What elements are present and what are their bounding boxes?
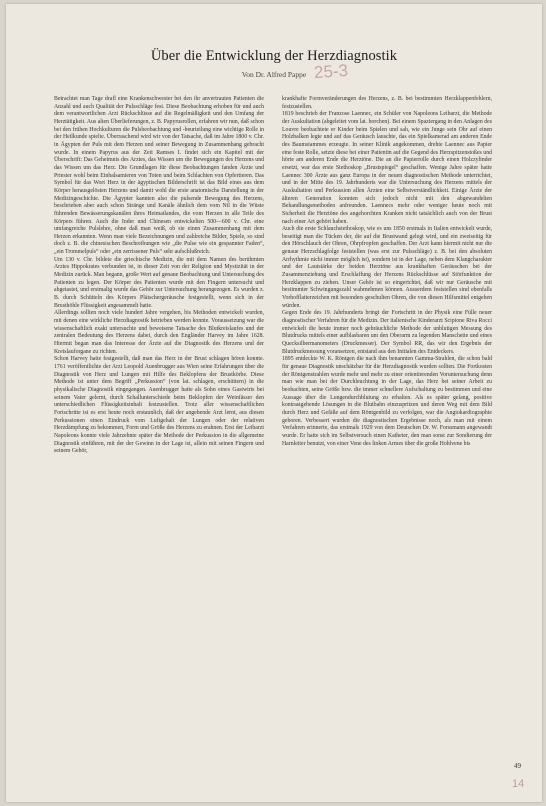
article-byline: Von Dr. Alfred Pappe [241,70,307,79]
page-number: 49 [514,762,521,770]
paragraph: Schon Harvey hatte festgestellt, daß man das Herz in der Brust schlagen hören konnte. 1761 veröffentlichte der Arzt Leopold Auenbrugger aus Wien seine Erfahrungen über die Diagnostik von Herz und Lungen mit Hilfe des Beklopfens der Brustkörbe. Diese Methode ist unter dem Begriff „Perkussion“ (von lat. schlagen, erschüttern) in die physikalische Diagnostik eingegangen. Auenbrugger hatte als Sohn eines Gastwirts bei seinem Vater gelernt, durch Schallunterschiede beim Beklopfen der Weinfässer den unterschiedlichen Flüssigkeitsinhalt festzustellen. Trotz aller wissenschaftlichen Fortschritte ist es erst heute noch erstaunlich, daß der angehende Arzt lernt, aus diesen Perkussionen einen Eindruck vom Luftgehalt der Lungen oder der relativen Herzdämpfung zu bekommen, Form und Größe des Herzens zu erahnen. Erst der Leibarzt Napoleons konnte viele Jahrzehnte später die Methode der Perkussion in die allgemeine Diagnostik einführen, mit der der Gewinn in der Lage ist, allein mit seinen Fingern und seinem Gehör, [54,356,264,455]
corner-annotation: 14 [512,778,525,790]
pencil-annotation: 25-3 [313,60,349,83]
right-column [282,96,492,448]
paragraph: 1895 entdeckte W. K. Röntgen die nach ihm benannten Gamma-Strahlen, die schon bald für genaue Diagnostik unschätzbar für die Herzdiagnostik wurden sollten. Die Fortkosten der Röntgenstrahlen wurde mehr und mehr zu einer orientierenden Voruntersuchung denn man wie man bei der Durchleuchtung in der Lage, das Herz bei seiner Arbeit zu beobachten, seine Größe bzw. die immer schnellere Aufschaltung zu bestimmen und eine Aussage über die Lungendurchblutung zu erhalten. Als es später gelang, positive kontrastgebende Lösungen in die Blutbahn einzuspritzen und deren Weg mit dem Bild durch Herz und Gefäße auf dem Röntgenbild zu verfolgen, war die Angiokardiographie geboren. Verbessert wurden die diagnostischen Ergebnisse noch, als man mit einem Verfahren erinnerte, das erstmals 1929 von dem Deutschen Dr. W. Forssmann angewandt wurde. Er hatte sich im Selbstversuch einen Katheter, den man sonst zur Sondierung der Harnleiter benutzt, von einer Vene des linken Armes über die große Hohlvene bis [282,356,492,447]
paragraph: krankhafte Formveränderungen des Herzens, z. B. bei bestimmten Herzklappenfehlern, festzustellen. [282,96,492,110]
article-title: Über die Entwicklung der Herzdiagnostik [150,48,398,64]
left-column [54,96,264,456]
paragraph: 1819 beschrieb der Franzose Laennec, ein Schüler von Napoleons Leibarzt, die Methode der Auskultation (abgeleitet vom lat. horchen). Bei einem Spaziergang in den Anlagen des Louvre beobachtete er Kinder beim Spielen und sah, wie ein Junge sein Ohr auf einen Holzbalken legte und auf das Geräusch lauschte, das ein Spielkamerad am anderen Ende des Baumstammes erzeugte. In seiner Klinik angekommen, drehte Laennec aus Papier eine feste Rolle, setzte diese bei einer Patientin auf die Gegend des Herzspitzenstoßes und hörte am anderen Ende die Herztöne. Die an die Papierrolle durch einen Holzzylinder ersetzt, war das erste Stethoskop „Brustspiegel“ geschaffen. Wenige Jahre später hatte Laennec 300 Ärzte aus ganz Europa in der neuen diagnostischen Methode unterrichtet, und in der Mitte des 19. Jahrhunderts war die Untersuchung des Herzens mittels der Auskultation und Perkussion allen Ärzten eine Selbstverständlichkeit. Einige Ärzte der älteren Generation konnten sich jedoch nicht mit den abgewandelten Behandlungsmethoden anfreunden. Laennecs mehr oder weniger heute noch mit Sicherheit die Herztöne des angehorchten Kranken nicht tatsächlich auch von der Brust nach einer Art gehört haben. [282,111,492,225]
paragraph: Betrachtet man Tage drafl eine Krankenschwester bei den ihr anvertrauten Patienten die Anzahl und auch Qualität der Pulsschläge fest. Diese Beobachtung erhoben für und auch dem verantwortlichen Arzt Rückschlüsse auf die Regelmäßigkeit und den Umfang der Herztätigkeit. Aus alten Überlieferungen, z. B. Papyrusrollen, erfahren wir nun, daß schon bei den frühen Hochkulturen die Pulsbeobachtung und -beurteilung eine wichtige Rolle in der Heilkunde spielte. Überraschend wird wir von der Tatsache, daß im Jahre 1800 v. Chr. in Ägypten der Puls mit dem Herzen und seiner Bewegung in Zusammenhang gebracht wurde. In einem Papyrus aus der Zeit Ramses I. findet sich ein Kapitel mit der Überschrift: Das Geheimnis des Arztes, das Wissen um die Bewegungen des Herzens und das Wissen um das Herz. Die Grundlagen für diese Beobachtungen fanden Ärzte und Priester wohl beim Einbalsamieren von Toten und beim Schlachten von Opfertieren. Das Symbol für das Wort Herz in der ägyptischen Bilderschrift ist das Bild eines aus dem Körper herausgelösten Herzens und damit wohl die erste anatomische Darstellung in der Medizingeschichte. Die Ägypter kannten also die pulsende Bewegung des Herzens, beschrieben aber auch schon Stränge und Kanäle ähnlich dem vom Nil in die Wüste führenden Bewässerungskanälen ihres Heimatlandes, die vom Herzen in alle Teile des Körpers führen. Auch die Inder und Chinesen entwickelten 500—600 v. Chr. eine umfangreiche Pulslehre, ohne daß man weiß, ob sie einen Zusammenhang mit dem Herzen erkannten. Wenn man viele Bezeichnungen und zahlreiche Bilder, Spiele, so sind doch z. B. die chinesischen Beschreibungen wie „die Pulse wie ein gespannter Faden“, „ein Trommelpuls“ oder „ein zerrissener Puls“ sehr aufschlußreich. [54,96,264,256]
paragraph: Auch die erste Schlauchstethoskop, wie es uns 1850 erstmals in Italien entwickelt wurde, beseitigt man die Tücken der, die auf die Brustwand gelegt wird, und ein zweiseitig für den Hörschlauch der Ohren, Ohrpfropfen geschaffen. Der Arzt kann hiermit nicht nur die genaue Herzschlagfolge feststellen (was erst zur Pulsschläge) z. B. bei den absoluten Arrhythmie nicht immer möglich ist), sondern ist in der Lage, neben dem Klangcharakter und der Lautstärke der beiden Herztöne aus krankhaften Geräuschen bei der Zusammenziehung und Erschlaffung der Herzens Rückschlüsse auf Störfunktion der Herzklappen zu ziehen. Unser Gehör ist so eingerichtet, daß wir nur Geräusche mit bestimmter Schwingungszahl wahrnehmen können. Ausserdem feststellen sind ebenfalls Vorhofflatterzeichen mit besonders geschulten Ohren, die von diesen Hilfsmittel entgehen würden. [282,226,492,309]
paragraph: Gegen Ende des 19. Jahrhunderts bringt der Fortschritt in der Physik eine Fülle neuer diagnostischer Verfahren für die Medizin. Der italienische Kinderarzt Scipione Riva Rocci entwickelt die heute immer noch gebräuchliche Methode der unblutigen Messung des Blutdrucks mittels einer aufblasbaren um den Oberarm zu legenden Manschette und eines Quecksilbermanometers (Druckmesser). Der Symbol RR, das wir den Ergebnis der Blutdruckmessung voransetzen, entstand aus den Initialen des Entdeckers. [282,310,492,355]
paragraph: Allerdings sollten noch viele hundert Jahre vergehen, bis Methoden entwickelt wurden, mit denen eine wirkliche Herzdiagnostik betrieben werden konnte. Voraussetzung war die wissenschaftlich exakt untersuchte und beweisene Tatsache des Blutkreislaufes und der zentralen Bedeutung des Herzens dabei, durch den Engländer Harvey im Jahre 1628. Hiermit began man das Interesse der Ärzte auf die Diagnostik des Herzens und der Kreislauforgane zu richten. [54,310,264,355]
document-page [6,4,542,802]
paragraph: Um 130 v. Chr. bildete die griechische Medizin, die mit dem Namen des berühmten Arztes Hippokrates verbunden ist, in dieser Zeit von der Religion und Mystizität in der Medizin zurück. Man begann, große Wert auf genaue Beobachtung und Untersuchung des Patienten zu legen. Der Körper des Patienten wurde mit den Fingern untersucht und abgetastet, und erstmalig wurde das Gehör zur Untersuchung herangezogen. Es wurden z. B. durch Schütteln des Körpers Plätschergeräusche festgestellt, wenn sich in der Brusthöhle Flüssigkeit angesammelt hatte. [54,256,264,309]
